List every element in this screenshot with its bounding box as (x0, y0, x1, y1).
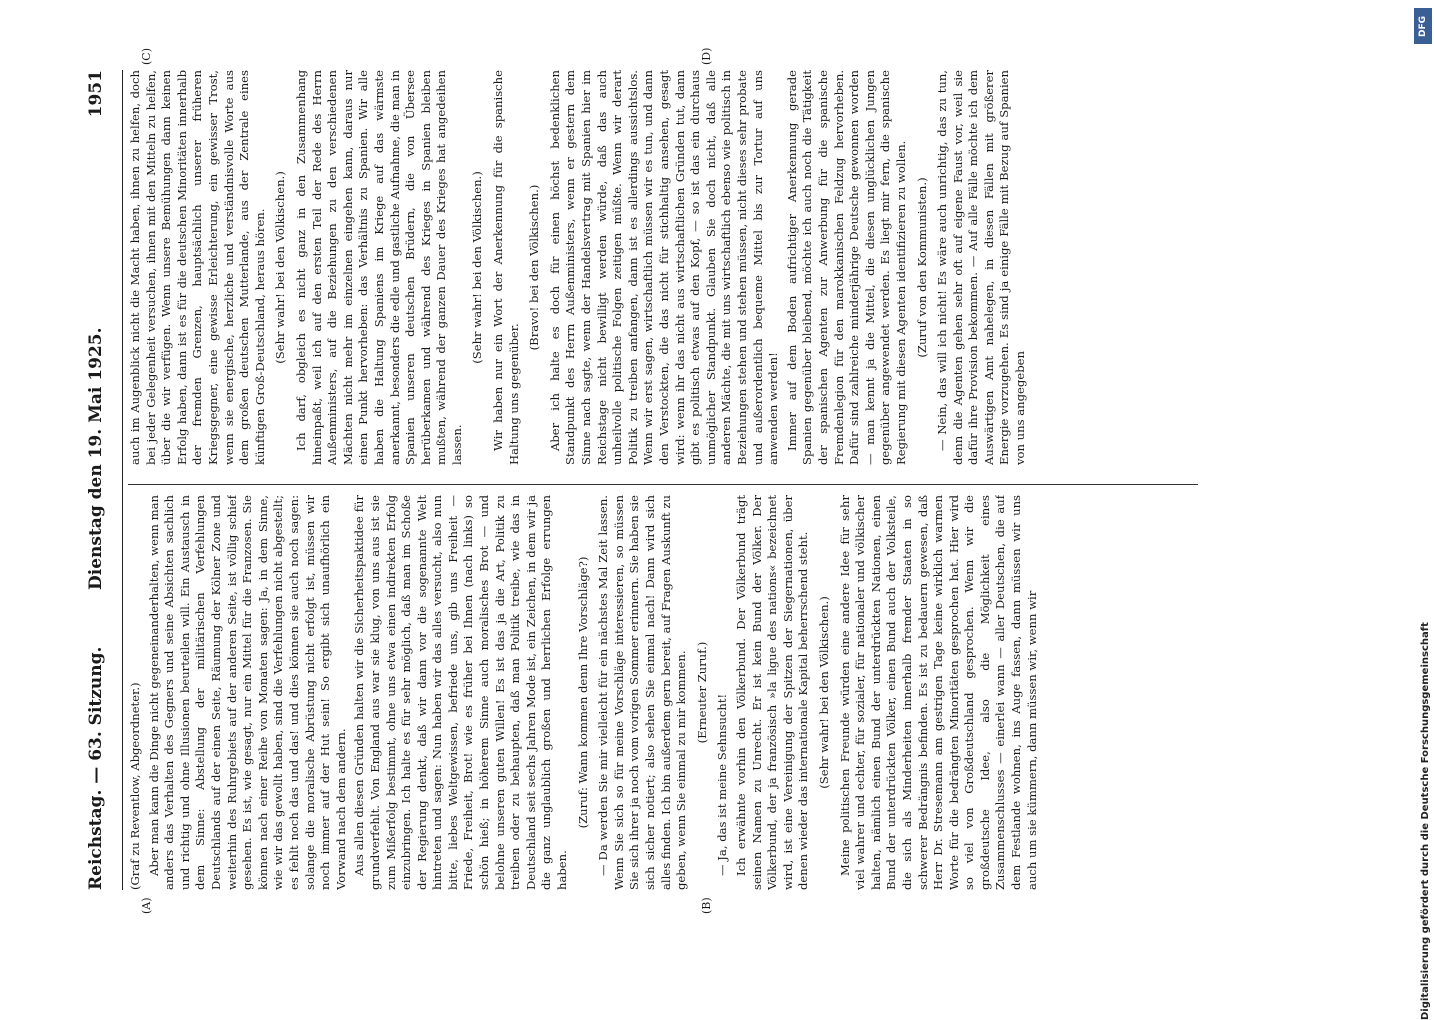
speaker-line: (Graf zu Reventlow, Abgeordneter.) (128, 682, 142, 890)
paragraph: auch im Augenblick nicht die Macht haben, ihnen zu helfen, doch bei jeder Gelegenheit versuchen, ihnen mit den Mitteln zu helfen, über die wir verfügen. Wenn unsere Bemühungen dann keinen Erfolg haben, dann ist es für die deutschen Minoritäten innerhalb der fremden Grenzen, hauptsächlich unserer früheren Kriegsgegner, eine gewisse Erleichterung, ein gewisser Trost, wenn sie energische, herzliche und verständnisvolle Worte aus dem großen deutschen Mutterlande, aus der Zentrale eines künftigen Groß-Deutschland, heraus hören. (128, 70, 267, 465)
paragraph: — Nein, das will ich nicht! Es wäre auch unrichtig, das zu tun, denn die Agenten gehen sehr oft auf eigene Faust vor, weil sie dafür ihre Provision bekommen. — Auf alle Fälle möchte ich dem Auswärtigen Amt nahelegen, in diesen Fällen mit größerer Energie vorzugehen. Es sind ja einige Fälle mit Bezug auf Spanien von uns angegeben (935, 70, 1028, 465)
paragraph: Meine politischen Freunde würden eine andere Idee für sehr viel wahrer und echter, für sozialer, für nationaler und völkischer halten, nämlich einen Bund der unterdrückten Nationen, einen Bund der unterdrückten Völker, einen Bund auch der Volksteile, die sich als Minderheiten innerhalb fremder Staaten in so schwerer Bedrängnis befinden. Es ist zu bedauern gewesen, daß Herr Dr. Stresemann am gestrigen Tage keine wirklich warmen Worte für die bedrängten Minoritäten gesprochen hat. Hier wird so viel von Großdeutschland gesprochen. Wenn wir die großdeutsche Idee, also die Möglichkeit eines Zusammenschlusses — einerlei wann — aller Deutschen, die auf dem Festlande wohnen, ins Auge fassen, dann müssen wir uns auch um sie kümmern, dann müssen wir, wenn wir (837, 495, 1039, 890)
interjection: (Zuruf: Wann kommen denn Ihre Vorschläge?) (575, 556, 590, 829)
paragraph: Aus allen diesen Gründen halten wir die Sicherheitspaktidee für grundverfehlt. Von England aus war sie klug, von uns aus ist sie zum Mißerfolg bestimmt, ohne uns etwa einen indirekten Erfolg einzubringen. Ich halte es für sehr möglich, daß man im Schoße der Regierung denkt, daß wir dann vor die sogenannte Welt hintreten und sagen: Nun haben wir das alles versucht, also nun bitte, liebes Weltgewissen, befriede uns, gib uns Freiheit — Friede, Freiheit, Brot! wie es früher bei Ihnen (nach links) so schön hieß; in höherem Sinne auch moralisches Brot — und belohne unseren guten Willen! Es ist das ja die Art, Politik zu treiben oder zu behaupten, daß man Politik treibe, wie das in Deutschland seit sechs Jahren Mode ist, ein Zeichen, in dem wir ja die ganz unglaublich großen und herrlichen Erfolge errungen haben. (352, 495, 570, 890)
dfg-logo: DFG (1414, 8, 1432, 44)
paragraph: Ich darf, obgleich es nicht ganz in den Zusammenhang hineinpaßt, weil ich auf den ersten Teil der Rede des Herrn Außenministers, auf die Beziehungen zu den verschiedenen Mächten nicht mehr im einzelnen eingehen kann, daraus nur einen Punkt hervorheben: das Verhältnis zu Spanien. Wir alle haben die Haltung Spaniens im Kriege auf das wärmste anerkannt, besonders die edle und gastliche Aufnahme, die man in Spanien unseren deutschen Brüdern, die von Übersee herüberkamen und während des Krieges in Spanien bleiben mußten, während der ganzen Dauer des Krieges hat angedeihen lassen. (293, 70, 464, 465)
paragraph: Immer auf dem Boden aufrichtiger Anerkennung gerade Spanien gegenüber bleibend, möchte ich auch noch die Tätigkeit der spanischen Agenten zur Anwerbung für die spanische Fremdenlegion für den marokkanischen Feldzug hervorheben. Dafür sind zahlreiche minderjährige Deutsche gewonnen worden — man kennt ja die Mittel, die diesen unglücklichen Jungen gegenüber angewendet werden. Es liegt mir fern, die spanische Regierung mit diesen Agenten identifizieren zu wollen. (784, 70, 908, 465)
paragraph: Ich erwähnte vorhin den Völkerbund. Der Völkerbund trägt seinen Namen zu Unrecht. Er ist kein Bund der Völker. Der Völkerbund, der ja französisch »la ligue des nations« bezeichnet wird, ist eine Vereinigung der Spitzen der Siegernationen, über denen wieder das internationale Kapital beherrschend steht. (733, 495, 811, 890)
interjection: (Sehr wahr! bei den Völkischen.) (273, 171, 288, 364)
header-session: Reichstag. — 63. Sitzung. (86, 646, 106, 890)
paragraph: Wir haben nur ein Wort der Anerkennung für die spanische Haltung uns gegenüber. (491, 70, 521, 465)
paragraph: — Da werden Sie mir vielleicht für ein nächstes Mal Zeit lassen. Wenn Sie sich so für meine Vorschläge interessieren, so müssen Sie sich ihrer ja noch vom vorigen Sommer erinnern. Sie haben sie sich sicher notiert; also sehen Sie einmal nach! Dann wird sich alles finden. Ich bin außerdem gern bereit, auf Fragen Auskunft zu geben, wenn Sie einmal zu mir kommen. (596, 495, 689, 890)
interjection: (Sehr wahr! bei den Völkischen.) (816, 596, 831, 789)
paragraph: Aber man kann die Dinge nicht gegeneinanderhalten, wenn man anders das Verhalten des Gegners und seine Absichten sachlich und richtig und ohne Illusionen beurteilen will. Ein Austausch in dem Sinne: Abstellung der militärischen Verfehlungen Deutschlands auf der einen Seite, Räumung der Kölner Zone und weiterhin des Ruhrgebiets auf der anderen Seite, ist völlig schief gesehen. Es ist, wie gesagt, nur ein Mittel für die Franzosen. Sie können nach einer Reihe von Monaten sagen: Ja, in dem Sinne, wie wir das gewollt haben, sind die Verfehlungen nicht abgestellt; es fehlt noch das und das! und dies können sie auch noch sagen: solange die moralische Abrüstung nicht erfolgt ist, müssen wir noch immer auf der Hut sein! So ergibt sich unaufhörlich ein Vorwand nach dem andern. (146, 495, 348, 890)
page-header (78, 70, 118, 890)
right-column (128, 70, 1198, 465)
margin-marker-d: (D) (700, 47, 713, 65)
header-date: Dienstag den 19. Mai 1925. (86, 327, 106, 590)
interjection: (Bravo! bei den Völkischen.) (527, 184, 542, 351)
header-rule (122, 70, 123, 890)
margin-marker-a: (A) (140, 897, 153, 914)
paragraph: — Ja, das ist meine Sehnsucht! (715, 693, 730, 876)
interjection: (Sehr wahr! bei den Völkischen.) (470, 171, 485, 364)
margin-marker-b: (B) (700, 897, 713, 914)
page-number: 1951 (86, 70, 106, 118)
left-column (128, 495, 1198, 890)
column-divider (128, 484, 1198, 485)
digitization-note: Digitalisierung gefördert durch die Deutsche Forschungsgemeinschaft (1420, 622, 1431, 1020)
margin-marker-c: (C) (140, 48, 153, 65)
interjection: (Erneuter Zuruf.) (694, 641, 709, 744)
interjection: (Zuruf von den Kommunisten.) (914, 177, 929, 358)
paragraph: Aber ich halte es doch für einen höchst bedenklichen Standpunkt des Herrn Außenministers, wenn er gestern dem Sinne nach sagte, wenn der Handelsvertrag mit Spanien hier im Reichstage nicht bewilligt werden würde, daß das auch unheilvolle politische Folgen zeitigen müßte. Wenn wir derart Politik zu treiben anfangen, dann ist es allerdings aussichtslos. Wenn wir erst sagen, wirtschaftlich müssen wir es tun, und dann den Verstockten, die das nicht für stichhaltig ansehen, gesagt wird: wenn ihr das nicht aus wirtschaftlichen Gründen tut, dann gibt es politisch etwas auf den Kopf, — so ist das ein durchaus unmöglicher Standpunkt. Glauben Sie doch nicht, daß alle anderen Mächte, die mit uns wirtschaftlich ebenso wie politisch in Beziehungen stehen und stehen müssen, nicht dieses sehr probate und außerordentlich bequeme Mittel bis zur Tortur auf uns anwenden werden! (547, 70, 781, 465)
